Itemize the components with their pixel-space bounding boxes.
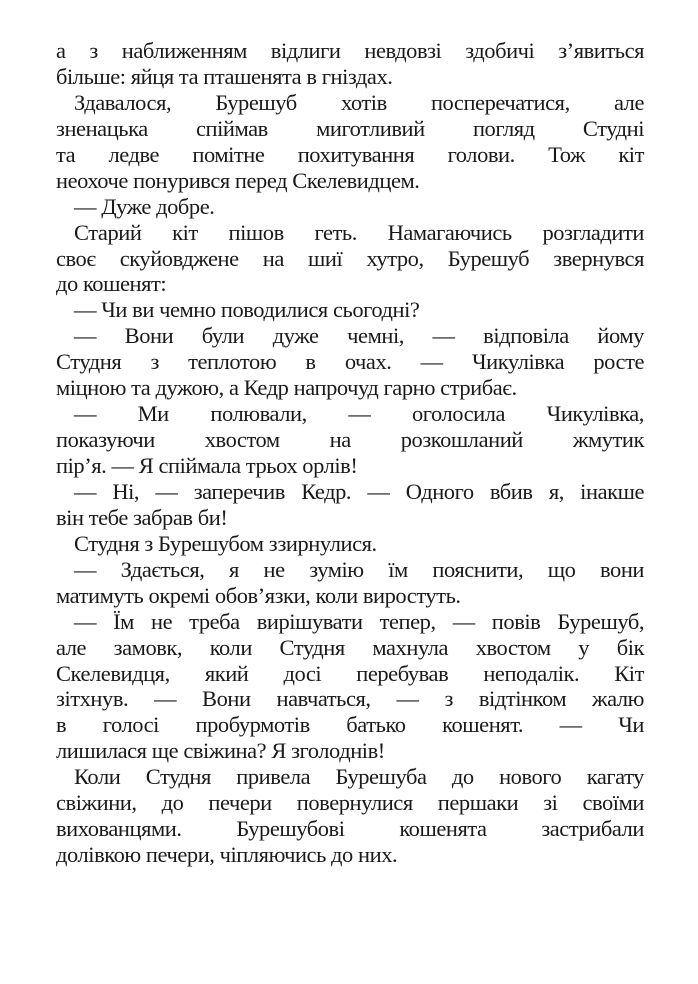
paragraph-10 [56, 557, 644, 609]
text-line: — Вони були дуже чемні, — відповіла йому [74, 323, 644, 349]
text-line: він тебе забрав би! [56, 504, 228, 530]
text-line: зітхнув. — Вони навчаться, — з відтінком жалю [56, 686, 644, 712]
paragraph-3 [56, 194, 644, 220]
text-line: Студня з Бурешубом ззирнулися. [74, 530, 377, 556]
text-line: вихованцями. Бурешубові кошенята застрибали [56, 816, 644, 842]
paragraph-1 [56, 38, 644, 90]
paragraph-8 [56, 479, 644, 531]
book-page [56, 38, 644, 868]
text-line: Коли Студня привела Бурешуба до нового кагату [74, 764, 644, 790]
text-line: Скелевидця, який досі перебував неподалік. Кіт [56, 660, 644, 686]
paragraph-7 [56, 401, 644, 479]
paragraph-4 [56, 220, 644, 298]
text-line: матимуть окремі обов’язки, коли виростуть. [56, 582, 461, 608]
text-line: Старий кіт пішов геть. Намагаючись розгладити [74, 219, 644, 245]
text-line: міцною та дужою, а Кедр напрочуд гарно стрибає. [56, 375, 517, 401]
text-line: — Їм не треба вирішувати тепер, — повів Бурешуб, [74, 608, 644, 634]
paragraph-2 [56, 90, 644, 194]
text-line: свіжини, до печери повернулися першаки зі своїми [56, 790, 644, 816]
text-line: в голосі пробурмотів батько кошенят. — Чи [56, 712, 644, 738]
text-line: а з наближенням відлиги невдовзі здобичі з’явиться [56, 38, 644, 63]
paragraph-6 [56, 323, 644, 401]
text-line: — Здається, я не зумію їм пояснити, що вони [74, 556, 644, 582]
text-line: — Ні, — заперечив Кедр. — Одного вбив я, інакше [74, 478, 644, 504]
text-line: Студня з теплотою в очах. — Чикулівка росте [56, 349, 644, 375]
text-line: до кошенят: [56, 271, 167, 297]
text-line: долівкою печери, чіпляючись до них. [56, 842, 398, 868]
paragraph-5 [56, 297, 644, 323]
text-line: пір’я. — Я спіймала трьох орлів! [56, 453, 358, 478]
paragraph-9 [56, 531, 644, 557]
text-line: своє скуйовджене на шиї хутро, Бурешуб звернувся [56, 245, 644, 271]
text-line: — Ми полювали, — оголосила Чикулівка, [74, 401, 644, 427]
text-line: — Дуже добре. [74, 193, 215, 219]
paragraph-12 [56, 764, 644, 868]
text-line: зненацька спіймав миготливий погляд Студні [56, 115, 644, 141]
text-line: більше: яйця та пташенята в гніздах. [56, 63, 393, 89]
paragraph-11 [56, 609, 644, 765]
text-line: Здавалося, Бурешуб хотів посперечатися, але [74, 89, 644, 115]
text-line: неохоче понурився перед Скелевидцем. [56, 167, 420, 193]
text-line: лишилася ще свіжина? Я зголоднів! [56, 738, 385, 764]
text-line: — Чи ви чемно поводилися сьогодні? [74, 297, 420, 323]
text-line: та ледве помітне похитування голови. Тож кіт [56, 141, 644, 167]
text-line: але замовк, коли Студня махнула хвостом у бік [56, 634, 644, 660]
text-line: показуючи хвостом на розкошланий жмутик [56, 427, 644, 453]
